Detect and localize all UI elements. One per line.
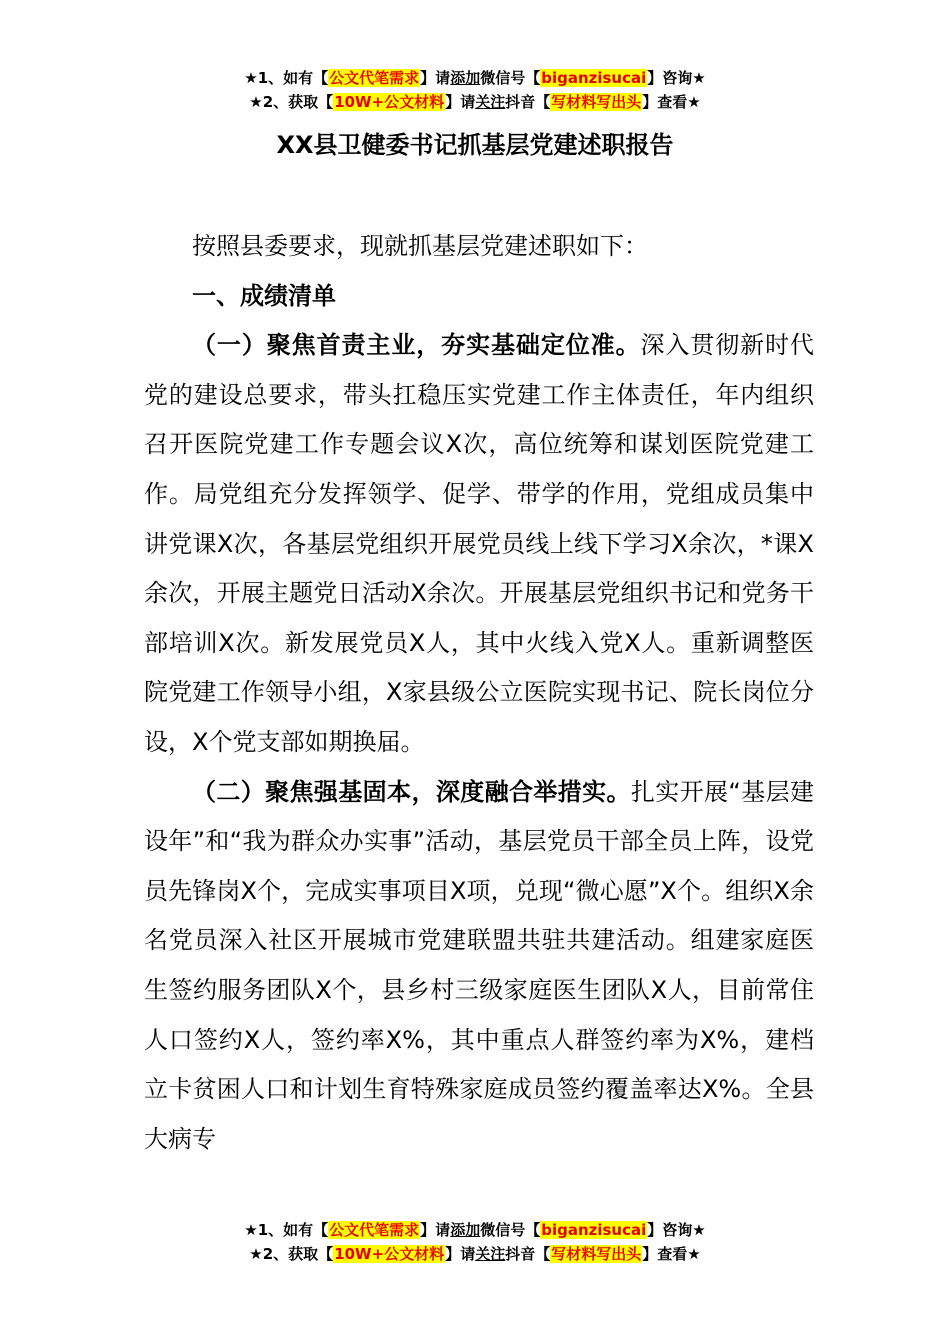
paragraph-body: 扎实开展“基层建设年”和“我为群众办实事”活动，基层党员干部全员上阵，设党员先锋岗X个，完成实事项目X项，兑现“微心愿”X个。组织X余名党员深入社区开展城市党建联盟共驻共建活动。组建家庭医生签约服务团队X个，县乡村三级家庭医生团队X人，目前常住人口签约X人，签约率X%，其中重点人群签约率为X%，建档立卡贫困人口和计划生育特殊家庭成员签约覆盖率达X%。全县大病专: [144, 777, 815, 1153]
highlight-service: 公文代笔需求: [329, 69, 420, 87]
underlined-text: 关注: [475, 1245, 506, 1263]
paragraph-heading: （一）聚焦首责主业，夯实基础定位准。: [192, 331, 641, 360]
highlight-wechat-id: biganzisucai: [541, 69, 647, 87]
paragraph-heading: （二）聚焦强基固本，深度融合举措实。: [192, 777, 631, 806]
underlined-text: 关注: [475, 93, 506, 111]
banner-text: ★1、如有【: [244, 1221, 329, 1239]
banner-text: ★2、获取【: [249, 93, 334, 111]
underlined-text: 添加: [450, 1221, 481, 1239]
banner-text: 】请: [445, 1245, 476, 1263]
banner-text: 微信号【: [480, 1221, 541, 1239]
banner-text: 】查看★: [642, 93, 701, 111]
highlight-materials: 10W+公文材料: [334, 93, 445, 111]
banner-text: 微信号【: [480, 69, 541, 87]
banner-line-1: [0, 66, 950, 90]
highlight-douyin: 写材料写出头: [551, 93, 642, 111]
paragraph-1: [144, 321, 814, 767]
highlight-materials: 10W+公文材料: [334, 1245, 445, 1263]
document-title: XX县卫健委书记抓基层党建述职报告: [276, 131, 674, 159]
banner-text: ★1、如有【: [244, 69, 329, 87]
highlight-wechat-id: biganzisucai: [541, 1221, 647, 1239]
highlight-service: 公文代笔需求: [329, 1221, 420, 1239]
banner-text: 抖音【: [505, 93, 551, 111]
banner-text: 】咨询★: [647, 1221, 706, 1239]
banner-text: 】咨询★: [647, 69, 706, 87]
paragraph-2: [144, 768, 814, 1165]
banner-line-1: [0, 1218, 950, 1242]
banner-text: 】请: [445, 93, 476, 111]
banner-text: ★2、获取【: [249, 1245, 334, 1263]
banner-line-2: [0, 90, 950, 114]
banner-line-2: [0, 1242, 950, 1266]
footer-banner: [0, 1218, 950, 1266]
banner-text: 】请: [420, 1221, 451, 1239]
banner-text: 】查看★: [642, 1245, 701, 1263]
document-body: [144, 222, 814, 1164]
highlight-douyin: 写材料写出头: [551, 1245, 642, 1263]
banner-text: 抖音【: [505, 1245, 551, 1263]
banner-text: 】请: [420, 69, 451, 87]
header-banner: [0, 66, 950, 114]
underlined-text: 添加: [450, 69, 481, 87]
intro-paragraph: 按照县委要求，现就抓基层党建述职如下：: [192, 232, 648, 260]
paragraph-body: 深入贯彻新时代党的建设总要求，带头扛稳压实党建工作主体责任，年内组织召开医院党建工作专题会议X次，高位统筹和谋划医院党建工作。局党组充分发挥领学、促学、带学的作用，党组成员集中讲党课X次，各基层党组织开展党员线上线下学习X余次，*课X余次，开展主题党日活动X余次。开展基层党组织书记和党务干部培训X次。新发展党员X人，其中火线入党X人。重新调整医院党建工作领导小组，X家县级公立医院实现书记、院长岗位分设，X个党支部如期换届。: [144, 331, 814, 756]
section-heading: 一、成绩清单: [192, 281, 336, 310]
